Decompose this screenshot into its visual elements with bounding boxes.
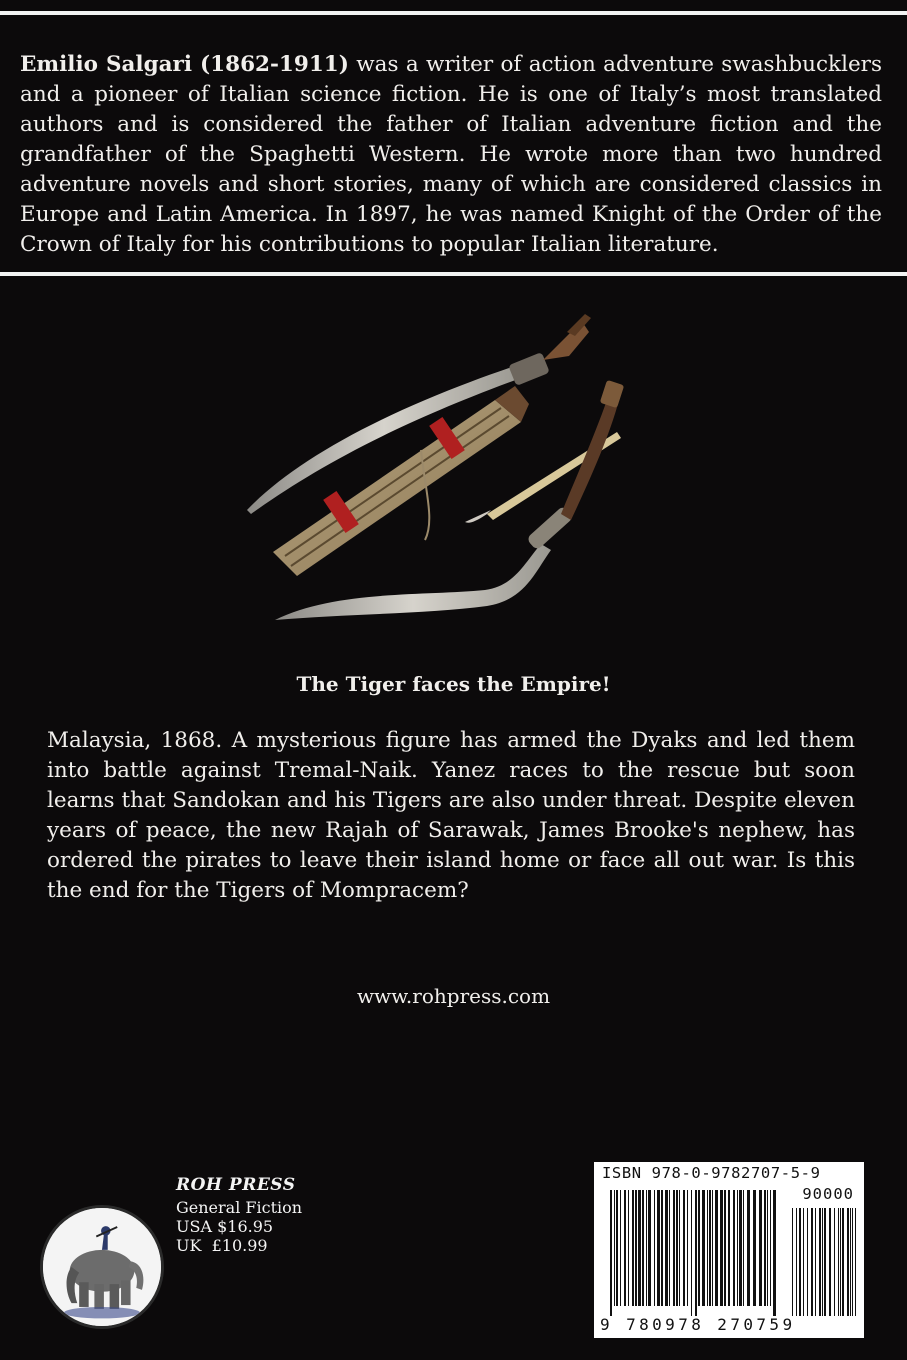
barcode-bar [753,1190,756,1306]
barcode-bar [770,1190,771,1306]
barcode-bar [824,1208,826,1316]
barcode-bar [838,1208,839,1316]
weapons-illustration [225,300,645,640]
barcode-bar [620,1190,621,1306]
barcode-bar [610,1190,612,1316]
barcode-bar [673,1190,675,1306]
barcode-bar [728,1190,730,1306]
barcode-bar [683,1190,685,1306]
barcode-bar [638,1190,641,1306]
curved-blade-handle [561,394,619,520]
publisher-logo [40,1205,164,1329]
barcode-bar [807,1208,808,1316]
barcode-bar [707,1190,708,1306]
barcode-bar [614,1190,615,1306]
barcode-bar [850,1208,851,1316]
barcode-bar [709,1190,711,1306]
top-divider [0,11,907,15]
barcode-bar [676,1190,678,1306]
barcode-bar [852,1208,853,1316]
barcode-bar [733,1190,735,1306]
isbn-text: ISBN 978-0-9782707-5-9 [602,1164,821,1182]
barcode-bar [855,1208,856,1316]
barcode-bar [632,1190,634,1306]
barcode-bar [646,1190,647,1306]
barcode-digits: 9 780978 270759 [600,1315,796,1334]
barcode-bar [654,1190,655,1306]
barcode-bar [799,1208,801,1316]
barcode-supplement: 90000 [802,1185,854,1203]
barcode-bar [712,1190,713,1306]
price-uk: UK £10.99 [176,1236,268,1255]
barcode-bar [616,1190,618,1306]
barcode-bar [715,1190,718,1306]
barcode-bar [819,1208,821,1316]
barcode-bar [724,1190,726,1306]
barcode-bar [737,1190,738,1306]
price-usa: USA $16.95 [176,1217,274,1236]
barcode-bar [840,1208,841,1316]
barcode-bar [847,1208,849,1316]
barcode-bar [834,1208,835,1316]
tagline: The Tiger faces the Empire! [296,672,611,696]
book-blurb: Malaysia, 1868. A mysterious figure has armed the Dyaks and led them into battle against Tremal-Naik. Yanez races to the rescue but soon learns that Sandokan and his Tigers are also under threat. Despite eleven years of peace, the new Rajah of Sarawak, James Brooke's nephew, has ordered the pirates to leave their island home or face all out war. Is this the end for the Tigers of Mompracem? [47,728,855,903]
barcode-bar [691,1190,692,1316]
barcode-bar [657,1190,660,1306]
author-name: Emilio Salgari (1862-1911) [20,52,349,77]
barcode-bar [665,1190,668,1306]
barcode-bar [635,1190,637,1306]
publisher-name: ROH PRESS [176,1175,296,1195]
barcode-bar [695,1190,697,1316]
barcode-bar [829,1208,831,1316]
barcode-bar [822,1208,823,1316]
barcode-bar [702,1190,705,1306]
barcode-bar [687,1190,688,1306]
barcode-bar [842,1208,844,1316]
barcode-bar [720,1190,723,1306]
middle-divider [0,272,907,276]
barcode-bar [811,1208,813,1316]
author-bio [20,50,882,260]
publisher-info [176,1176,302,1255]
barcode-bar [739,1190,742,1306]
barcode-bar [764,1190,766,1306]
barcode-bar [767,1190,768,1306]
barcode-bar [773,1190,776,1316]
barcode-bar [747,1190,750,1306]
barcode-bar [661,1190,663,1306]
barcode-bar [815,1208,816,1316]
barcode-bar [679,1190,680,1306]
barcode-bar [669,1190,670,1306]
sword-guard [508,352,550,386]
barcode-bar [624,1190,626,1306]
barcode-bar [803,1208,804,1316]
author-bio-text: was a writer of action adventure swashbucklers and a pioneer of Italian science fiction. He is one of Italy’s most translated authors and is considered the father of Italian adventure fiction and the grandfather of the Spaghetti Western. He wrote more than two hundred adventure novels and short stories, many of which are considered classics in Europe and Latin America. In 1897, he was named Knight of the Order of the Crown of Italy for his contributions to popular Italian literature. [20,52,882,257]
barcode-bar [796,1208,797,1316]
barcode-bar [743,1190,744,1306]
barcode-bar [792,1208,793,1316]
barcode-bar [759,1190,762,1306]
isbn-barcode [594,1162,864,1338]
barcode-bar [648,1190,651,1306]
barcode-bar [628,1190,629,1306]
publisher-website: www.rohpress.com [356,984,551,1008]
genre: General Fiction [176,1198,303,1217]
barcode-bar [698,1190,700,1306]
barcode-bar [642,1190,644,1306]
barcode-bars [596,1184,862,1334]
